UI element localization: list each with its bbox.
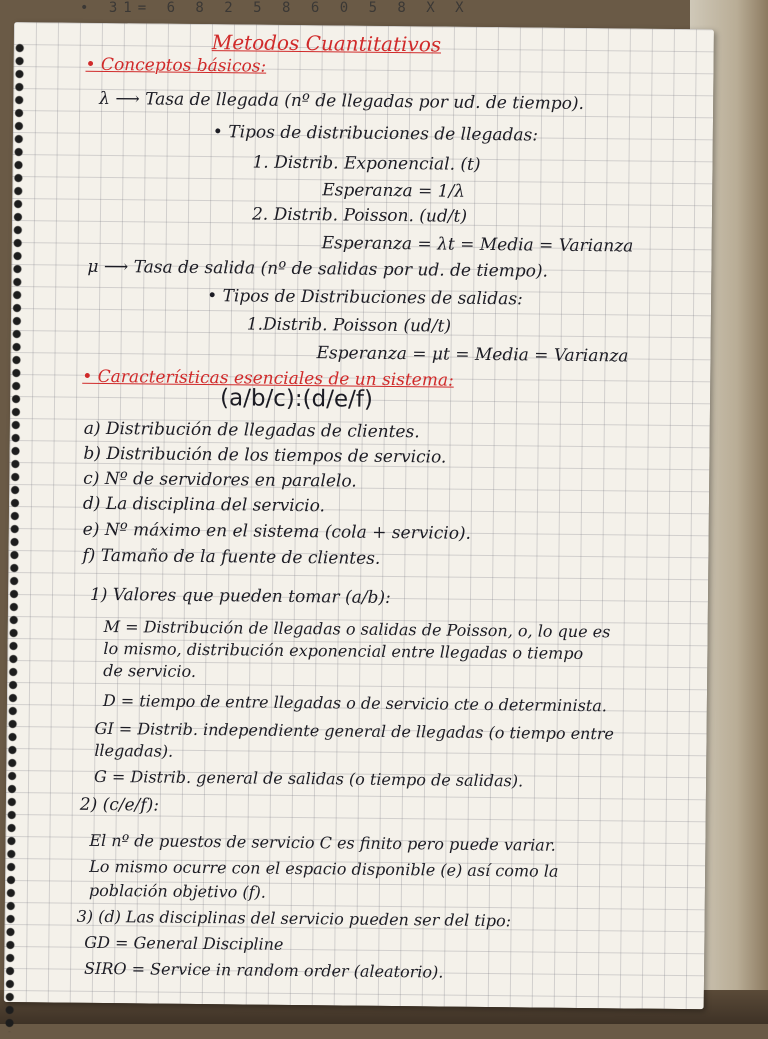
section-heading-characteristics: • Características esenciales de un sistema: xyxy=(82,366,454,391)
values-line: población objetivo (f). xyxy=(88,880,266,902)
values-line: 3) (d) Las disciplinas del servicio pueden ser del tipo: xyxy=(76,906,512,931)
previous-page-fragment: • 31= 6 8 2 5 8 6 0 5 8 X X xyxy=(80,0,470,16)
notebook-page xyxy=(4,22,714,1009)
values-line: G = Distrib. general de salidas (o tiempo de salidas). xyxy=(94,766,524,791)
basics-line: • Tipos de distribuciones de llegadas: xyxy=(212,122,539,146)
basics-line: Esperanza = μt = Media = Varianza xyxy=(316,343,629,367)
values-line: El nº de puestos de servicio C es finito pero puede variar. xyxy=(89,830,556,855)
values-line: SIRO = Service in random order (aleatorio). xyxy=(83,958,444,982)
values-line: GI = Distrib. independiente general de llegadas (o tiempo entre xyxy=(94,718,615,744)
characteristic-item: c) Nº de servidores en paralelo. xyxy=(83,468,357,492)
basics-line: Esperanza = λt = Media = Varianza xyxy=(321,233,634,257)
basics-line: Esperanza = 1/λ xyxy=(322,180,466,202)
characteristic-item: d) La disciplina del servicio. xyxy=(82,493,326,517)
basics-line: 2. Distrib. Poisson. (ud/t) xyxy=(251,204,468,227)
values-line: Lo mismo ocurre con el espacio disponible (e) así como la xyxy=(89,856,559,881)
values-line: 1) Valores que pueden tomar (a/b): xyxy=(89,584,391,608)
values-line: 2) (c/e/f): xyxy=(79,794,160,816)
basics-line: μ ⟶ Tasa de salida (nº de salidas por ud. de tiempo). xyxy=(87,256,549,282)
values-line: GD = General Discipline xyxy=(84,932,284,954)
spiral-binding xyxy=(3,42,29,1032)
section-heading-basics: • Conceptos básicos: xyxy=(85,54,267,77)
characteristic-item: b) Distribución de los tiempos de servicio. xyxy=(83,443,447,468)
basics-line: 1. Distrib. Exponencial. (t) xyxy=(252,152,481,175)
characteristic-item: a) Distribución de llegadas de clientes. xyxy=(83,418,420,443)
basics-line: λ ⟶ Tasa de llegada (nº de llegadas por ud. de tiempo). xyxy=(99,88,585,114)
values-line: D = tiempo de entre llegadas o de servicio cte o determinista. xyxy=(102,690,607,716)
characteristic-item: e) Nº máximo en el sistema (cola + servicio). xyxy=(82,519,472,544)
values-line: M = Distribución de llegadas o salidas de Poisson, o, lo que es xyxy=(103,616,611,642)
basics-line: 1.Distrib. Poisson (ud/t) xyxy=(246,314,452,337)
values-line: de servicio. xyxy=(103,660,197,681)
values-line: llegadas). xyxy=(94,740,174,761)
page-title: Metodos Cuantitativos xyxy=(211,30,442,57)
kendall-notation: (a/b/c):(d/e/f) xyxy=(219,385,374,413)
basics-line: • Tipos de Distribuciones de salidas: xyxy=(207,286,523,310)
characteristic-item: f) Tamaño de la fuente de clientes. xyxy=(82,545,381,569)
values-line: lo mismo, distribución exponencial entre llegadas o tiempo xyxy=(103,638,584,663)
